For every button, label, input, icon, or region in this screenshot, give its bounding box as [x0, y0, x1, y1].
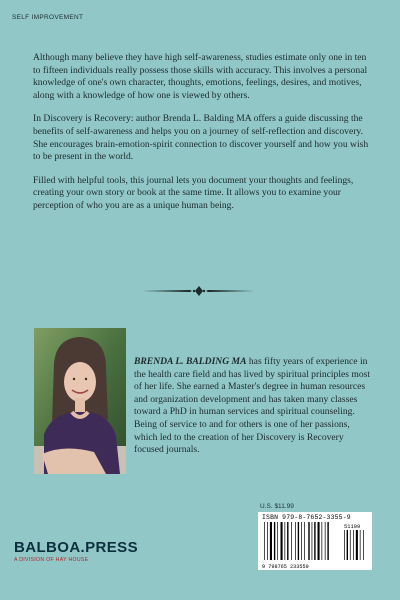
book-description	[33, 52, 369, 224]
author-bio	[134, 356, 372, 457]
barcode	[258, 512, 372, 570]
barcode-graphic	[258, 512, 372, 570]
author-photo	[34, 328, 126, 474]
category-label: SELF IMPROVEMENT	[12, 14, 84, 21]
publisher-tagline: A DIVISION OF HAY HOUSE	[14, 557, 89, 563]
author-bio-text: has fifty years of experience in the health care field and has lived by spiritual principles most of her life. She earned a Master's degree in human resources and organization development and has taken many classes toward a PhD in human services and spiritual counseling. Being of service to and for others is one of her passions, which led to the creation of her Discovery is Recovery focused journals.	[134, 356, 371, 456]
publisher-name: BALBOA.PRESS	[14, 539, 138, 556]
author-name: BRENDA L. BALDING MA	[134, 356, 247, 367]
description-paragraph: Filled with helpful tools, this journal lets you document your thoughts and feelings, creating your own story or book at the same time. It allows you to examine your perception of who you are as a unique human being.	[33, 174, 354, 211]
barcode-addon-number: 51199	[344, 524, 361, 530]
price-label: U.S. $11.99	[260, 503, 294, 510]
description-paragraph: In Discovery is Recovery: author Brenda L. Balding MA offers a guide discussing the benefits of self-awareness and helps you on a journey of self-reflection and discovery. She encourages brain-emotion-spirit connection to discover yourself and how you wish to be present in the world.	[33, 113, 369, 163]
publisher-logo	[14, 539, 138, 563]
barcode-number: 9 798765 233559	[262, 564, 309, 570]
divider-ornament	[140, 285, 258, 297]
isbn-text: ISBN 979-8-7652-3355-9	[262, 514, 351, 521]
description-paragraph: Although many believe they have high self-awareness, studies estimate only one in ten to fifteen individuals really possess those skills with accuracy. This involves a personal knowledge of one's own character, thoughts, emotions, feelings, desires, and motives, along with a knowledge of how one is viewed by others.	[33, 52, 368, 101]
